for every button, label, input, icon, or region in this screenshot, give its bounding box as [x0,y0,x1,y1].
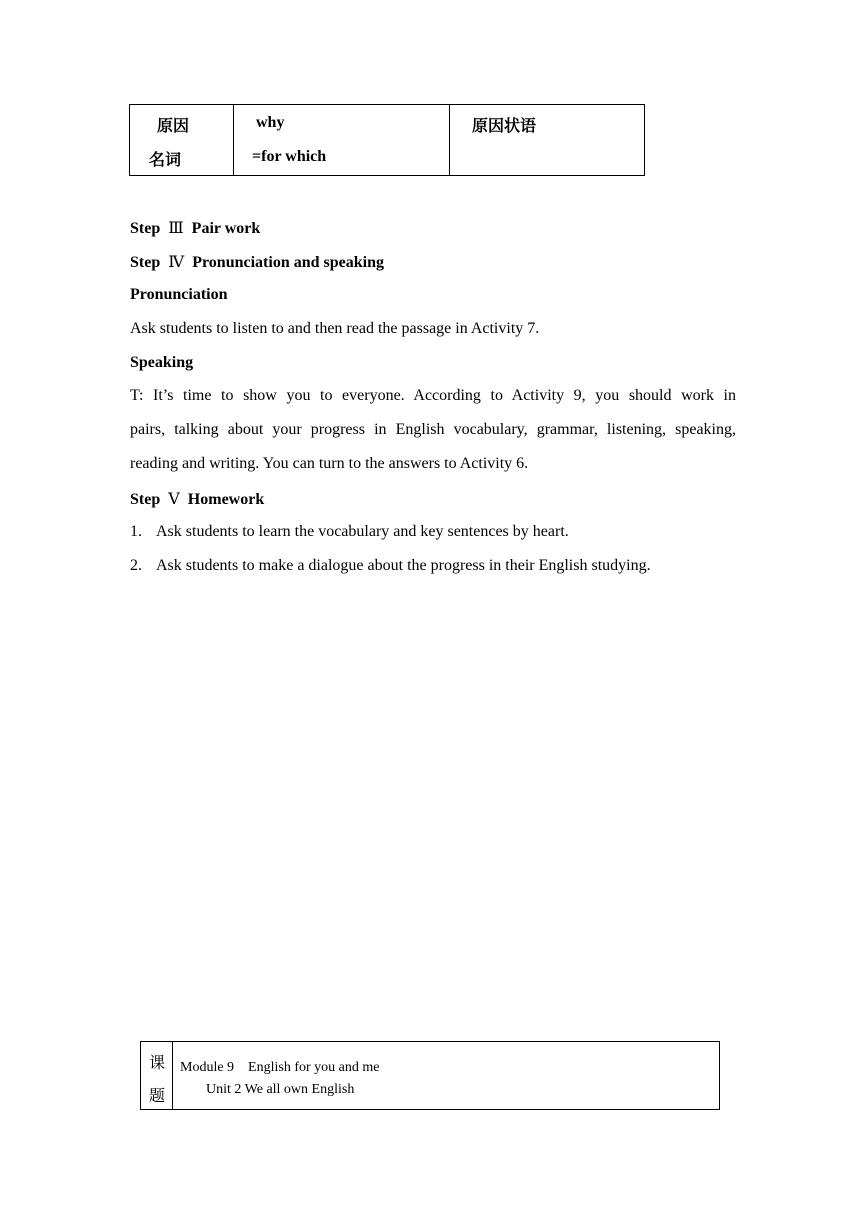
pronunciation-text: Ask students to listen to and then read the passage in Activity 7. [130,320,540,337]
step-5-heading [130,489,264,509]
list-text: Ask students to learn the vocabulary and key sentences by heart. [156,523,569,540]
speaking-line-3: reading and writing. You can turn to the answers to Activity 6. [130,455,529,472]
topic-value-cell [173,1042,720,1110]
step-3-heading [130,218,260,238]
clause-table [129,104,645,176]
lesson-title-table [140,1041,720,1110]
table-cell-function [450,105,645,176]
pronunciation-heading: Pronunciation [130,286,228,303]
homework-item-1 [130,523,569,541]
list-number: 1. [130,523,142,540]
cell-text-reason: 原因 [157,118,190,135]
step-4-heading [130,252,384,272]
cell-text-adverbial: 原因状语 [472,118,537,135]
step-label: Step [130,220,161,237]
module-title: Module 9 English for you and me [180,1060,380,1075]
step-title: Pronunciation and speaking [192,254,384,271]
speaking-heading: Speaking [130,354,194,371]
unit-title: Unit 2 We all own English [206,1082,355,1097]
list-number: 2. [130,557,142,574]
homework-item-2 [130,557,651,575]
step-numeral: Ⅲ [168,220,184,237]
speaking-line-2: pairs, talking about your progress in English vocabulary, grammar, listening, speaking, [130,421,736,438]
step-label: Step [130,491,161,508]
topic-label-cell [141,1042,173,1110]
cell-text-for-which: =for which [252,148,327,165]
speaking-line-1: T: It’s time to show you to everyone. According to Activity 9, you should work in [130,387,736,404]
step-numeral: Ⅳ [168,254,185,271]
step-numeral: Ⅴ [168,491,180,508]
table-cell-noun [130,105,234,176]
topic-label-char-2: 题 [149,1088,166,1105]
step-title: Pair work [191,220,261,237]
cell-text-noun: 名词 [149,152,182,169]
step-title: Homework [187,491,265,508]
table-cell-relative [234,105,450,176]
topic-label-char-1: 课 [149,1055,166,1072]
cell-text-why: why [256,114,285,131]
list-text: Ask students to make a dialogue about the progress in their English studying. [156,557,651,574]
step-label: Step [130,254,161,271]
